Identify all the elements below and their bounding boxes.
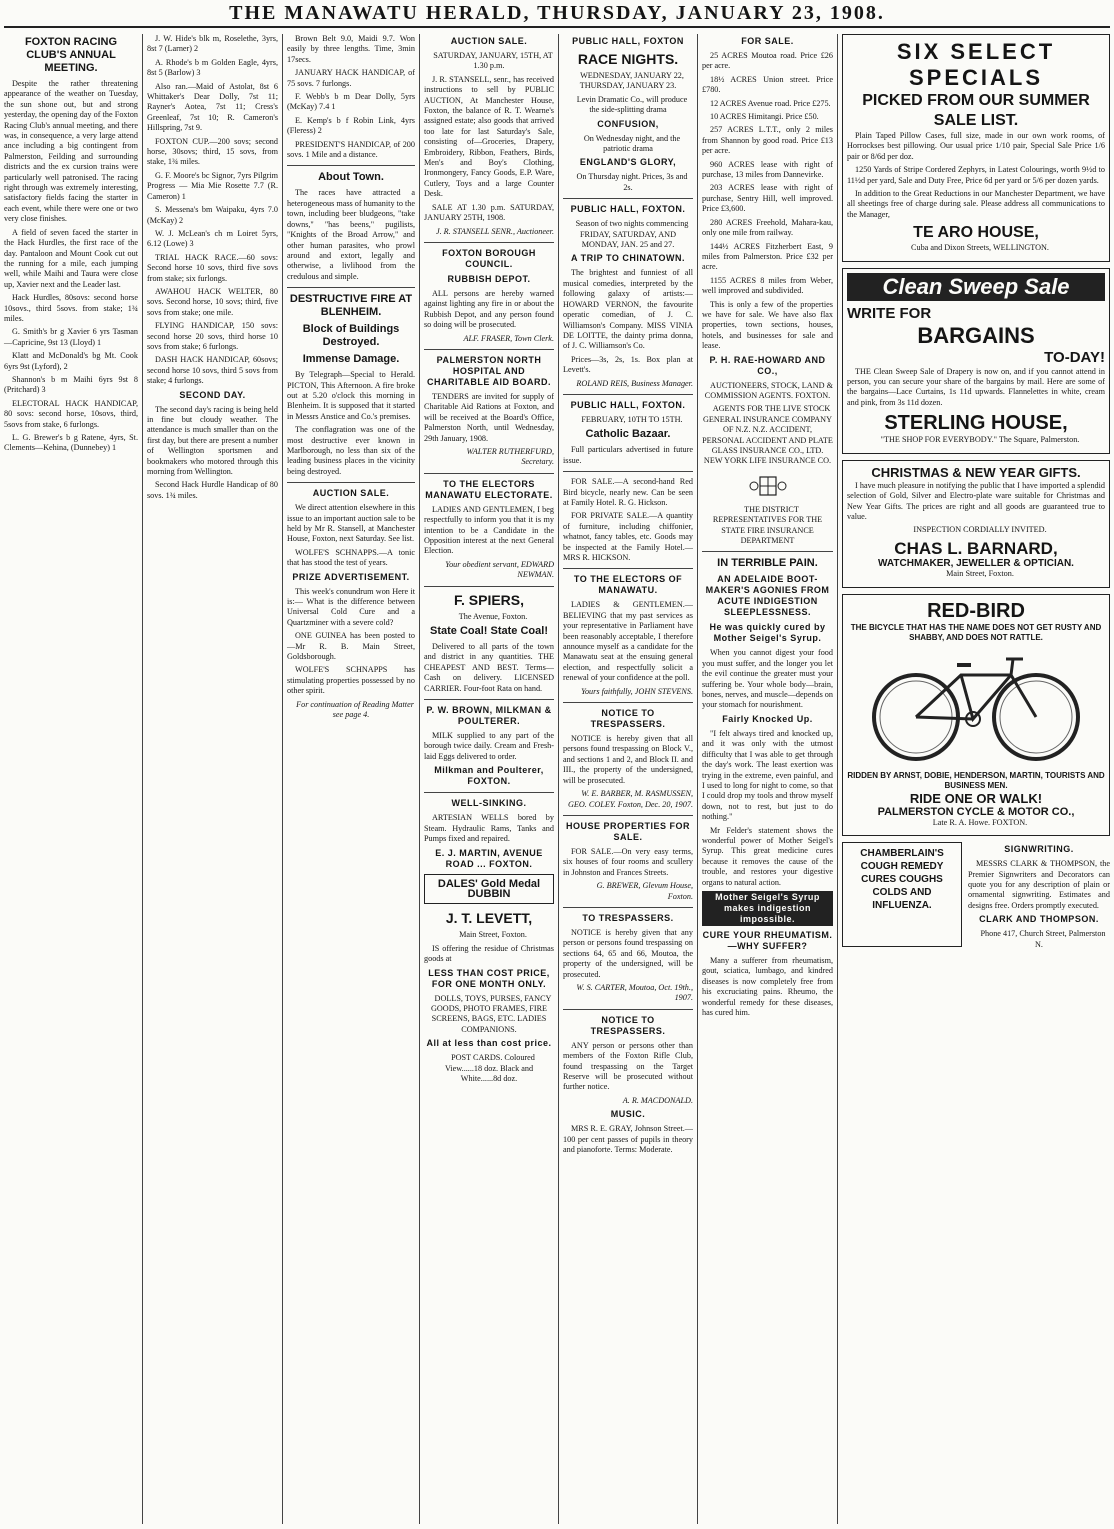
divider [424, 349, 554, 350]
race-result: W. J. McLean's ch m Loiret 5yrs, 6.12 (Lowe) 3 [147, 228, 278, 249]
property-listing: 257 ACRES L.T.T., only 2 miles from Shannon by good road. Price £13 per acre. [702, 125, 833, 156]
ad-body: The brightest and funniest of all musical comedies, interpreted by the following galaxy of artists:—HOWARD VERNON, the favourite operatic comedian, of J. C. Williamson's Company. MISS VINIA DE LOITTE, the dainty prima donna, of J. C. Williamson's Co. [563, 268, 693, 351]
section-heading: SECOND DAY. [179, 389, 246, 400]
article-paragraph: WOLFE'S SCHNAPPS.—A tonic that has stood the test of years. [287, 547, 415, 568]
barnard-ad [842, 460, 1110, 588]
ad-body: POST CARDS. Coloured View......18 doz. Black and White......8d doz. [444, 1053, 535, 1083]
ad-body: DOLLS, TOYS, PURSES, FANCY GOODS, PHOTO FRAMES, FIRE SCREENS, BAGS, ETC. LADIES COMPANIONS. [430, 993, 552, 1034]
divider [563, 471, 693, 472]
ad-body: ARTESIAN WELLS bored by Steam. Hydraulic Rams, Tanks and Pumps fixed and repaired. [424, 813, 554, 844]
race-heading: TRIAL HACK RACE.—60 sovs: Second horse 10 sovs, third five sovs from stake; six furlongs. [147, 252, 278, 283]
divider [563, 702, 693, 703]
ad-heading: RACE NIGHTS. [577, 51, 679, 67]
race-heading: PRESIDENT'S HANDICAP, of 200 sovs. 1 Mile and a distance. [287, 139, 415, 160]
ad-body: ANY person or persons other than members of the Foxton Rifle Club, found trespassing on the Target Reserve will be prosecuted without further notice. [563, 1040, 693, 1092]
ad-subheading: AUCTIONEERS, STOCK, LAND & COMMISSION AGENTS. FOXTON. [704, 380, 833, 400]
race-heading: DASH HACK HANDICAP, 60sovs; second horse 10 sovs, third 5 sovs from stake; 4 furlongs. [147, 355, 278, 386]
ad-heading: NOTICE TO TRESPASSERS. [590, 708, 666, 730]
bottom-ads [842, 842, 1110, 953]
ad-subheading: Phone 417, Church Street, Palmerston N. [980, 929, 1106, 949]
ad-subheading: Late R. A. Howe. FOXTON. [932, 817, 1028, 827]
property-listing: 1155 ACRES 8 miles from Weber, well improved and subdivided. [702, 275, 833, 296]
section-heading: PRIZE ADVERTISEMENT. [292, 571, 410, 582]
property-listing: 10 ACRES Himitangi. Price £50. [710, 112, 819, 122]
column-3 [283, 34, 420, 1524]
divider [424, 699, 554, 700]
ad-body: MESSRS CLARK & THOMPSON, the Premier Signwriters and Decorators can quote you for any description of plain or ornamental signwriting. Estimates and designs free. Orders promptly executed. [968, 859, 1110, 910]
ad-body: Main Street, Foxton. [946, 569, 1014, 579]
divider [563, 907, 693, 908]
ad-body: This is only a few of the properties we have for sale. We have also flax properties, town sections, houses, hotels, and businesses for sale and lease. [702, 299, 833, 351]
ad-signature: Your obedient servant, EDWARD NEWMAN. [445, 559, 554, 580]
ad-heading: CHAS L. BARNARD, [894, 538, 1058, 558]
divider [563, 1009, 693, 1010]
signwriting-ad [968, 842, 1110, 953]
ad-heading: P. W. BROWN, MILKMAN & POULTERER. [426, 705, 552, 727]
ad-heading: P. H. RAE-HOWARD AND CO., [709, 354, 826, 376]
ad-body: Many a sufferer from rheumatism, gout, sciatica, lumbago, and kindred diseases is now completely free from his excruciating pains. Rheumo, the wonderful remedy for these diseases, has cured him. [702, 955, 833, 1017]
divider [424, 586, 554, 587]
section-heading: About Town. [318, 171, 384, 184]
divider [424, 242, 554, 243]
ad-banner: Clean Sweep Sale [847, 273, 1105, 301]
headline: DESTRUCTIVE FIRE AT BLENHEIM. [289, 293, 413, 319]
divider [563, 394, 693, 395]
ad-body: On Thursday night. Prices, 3s and 2s. [576, 172, 688, 192]
column-4 [420, 34, 559, 1524]
ad-signature: W. E. BARBER, M. RASMUSSEN, GEO. COLEY. Foxton, Dec. 20, 1907. [567, 789, 693, 809]
ad-heading: J. T. LEVETT, [445, 910, 533, 927]
ad-heading: WRITE FOR [847, 304, 932, 322]
ad-subheading: AN ADELAIDE BOOT-MAKER'S AGONIES FROM ACUTE INDIGESTION SLEEPLESSNESS. [705, 574, 830, 618]
race-result: A. Rhode's b m Golden Eagle, 4yrs, 8st 5 (Barlow) 3 [147, 57, 278, 78]
ad-subheading: Main Street, Foxton. [459, 930, 527, 940]
ad-heading: PICKED FROM OUR SUMMER SALE LIST. [862, 92, 1090, 129]
ad-body: Season of two nights commencing FRIDAY, SATURDAY, AND MONDAY, JAN. 25 and 27. [575, 219, 689, 250]
ad-subheading: Cuba and Dixon Streets, WELLINGTON. [911, 243, 1049, 253]
race-heading: FOXTON CUP.—200 sovs; second horse, 30sovs; third, 15 sovs, from stake, 1¾ miles. [147, 136, 278, 167]
divider [563, 568, 693, 569]
property-listing: 280 ACRES Freehold, Mahara-kau, only one mile from railway. [702, 217, 833, 238]
ad-heading: BARGAINS [917, 322, 1035, 348]
race-result: F. Webb's b m Dear Dolly, 5yrs (McKay) 7.4 1 [287, 92, 415, 112]
ad-signature: Yours faithfully, JOHN STEVENS. [581, 686, 693, 696]
race-result: J. W. Hide's blk m, Roselethe, 3yrs, 8st 7 (Larner) 2 [147, 34, 278, 54]
ad-body: In addition to the Great Reductions in our Manchester Department, we have all sheetings free of charge during sale. Please address all communications to the Manager, [847, 189, 1105, 219]
ad-signature: A. R. MACDONALD. [622, 1095, 693, 1105]
property-listing: 18½ ACRES Union street. Price £780. [702, 74, 833, 95]
ad-body: FEBRUARY, 10TH TO 15TH. [581, 414, 683, 424]
ad-signature: J. R. STANSELL SENR., Auctioneer. [435, 226, 554, 236]
cough-remedy-ad [842, 842, 962, 947]
divider [563, 198, 693, 199]
continuation-note: For continuation of Reading Matter see page 4. [296, 699, 414, 720]
ad-body: ALL persons are hereby warned against lighting any fire in or about the Rubbish Depot, and any person found so doing will be prosecuted. [424, 288, 554, 330]
ad-body: J. R. STANSELL, senr., has received instructions to sell by PUBLIC AUCTION, At Manchester House, Foxton, the balance of R. T. Wearne's assigned estate; also goods that arrived too late for last Saturday's Sale, consisting of—Groceries, Drapery, Embroidery, Ribbon, Feathers, Birds, Men's and Boy's Clothing, Ironmongery, Fancy Goods, E.P. Ware, Cutlery, Toys and a large Counter Desk. [424, 74, 554, 199]
ad-heading: Catholic Bazaar. [585, 428, 671, 441]
article-paragraph: A field of seven faced the starter in the Hack Hurdles, the first race of the day. Pantaloon and Mount Cook cut out the running for a mile, each jumping well, while Maihi and Taura were close up, Xavier next and the Leader last. [4, 227, 138, 289]
ad-heading: CHAMBERLAIN'S COUGH REMEDY CURES COUGHS COLDS AND INFLUENZA. [860, 848, 944, 912]
ad-date: SATURDAY, JANUARY, 15TH, AT 1.30 p.m. [433, 51, 553, 71]
red-bird-ad [842, 594, 1110, 837]
ad-heading: AUCTION SALE. [450, 36, 528, 46]
column-6 [698, 34, 838, 1524]
ad-heading: CLARK AND THOMPSON. [979, 914, 1099, 925]
race-heading: ELECTORAL HACK HANDICAP, 80 sovs: second horse, 10sovs, third, 5sovs from stake, 6 furlongs. [4, 398, 138, 429]
ad-heading: TO THE ELECTORS MANAWATU ELECTORATE. [425, 478, 553, 500]
ad-heading: PUBLIC HALL, FOXTON. [570, 204, 686, 215]
article-title: FOXTON RACING CLUB'S ANNUAL MEETING. [24, 36, 118, 74]
property-listing: 203 ACRES lease with right of purchase, Sentry Hill, well improved. Price £3,600. [702, 183, 833, 214]
ad-body: Prices—3s, 2s, 1s. Box plan at Levett's. [563, 354, 693, 375]
ad-heading: TO TRESPASSERS. [582, 912, 674, 923]
race-heading: Hack Hurdles, 80sovs: second horse 10sovs., third 5sovs. from stake; 1¾ miles. [4, 293, 138, 323]
ad-body: Levin Dramatic Co., will produce the side-splitting drama [576, 94, 688, 115]
article-paragraph: The conflagration was one of the most destructive ever known in Marlborough, no less than six of the leading business places in the vicinity being destroyed. [287, 425, 415, 476]
property-listing: 144½ ACRES Fitzherbert East, 9 miles from Palmerston. Price £32 per acre. [702, 241, 833, 272]
divider [424, 473, 554, 474]
ad-heading: FOXTON BOROUGH COUNCIL. [442, 247, 536, 269]
article-paragraph: By Telegraph—Special to Herald. PICTON, This Afternoon. A fire broke out at 5.20 o'clock this morning in Blenheim. It is supposed that it started in Messrs Anstice and Co.'s premises. [287, 370, 415, 421]
divider [424, 792, 554, 793]
ad-banner: Mother Seigel's Syrup makes indigestion impossible. [702, 891, 833, 926]
ad-heading: MUSIC. [610, 1109, 646, 1120]
ad-body: LADIES & GENTLEMEN.— BELIEVING that my past services as your representative in Parliament have been reasonably acceptable, I therefore announce myself as a candidate for the Manawatu seat at the ensuing general election, and respectfully solicit a renewal of your confidence at the poll. [563, 600, 693, 683]
ad-heading: TO THE ELECTORS OF MANAWATU. [573, 574, 683, 596]
column-1 [0, 34, 143, 1524]
ad-subheading: RIDDEN BY ARNST, DOBIE, HENDERSON, MARTIN, TOURISTS AND BUSINESS MEN. [847, 770, 1105, 790]
subheadline: Immense Damage. [302, 353, 400, 366]
article-paragraph: This week's conundrum won Here it is:— What is the difference between Universal Cold Cure and a Quartzminer with a severe cold? [287, 586, 415, 627]
race-result: Shannon's b m Maihi 6yrs 9st 8 (Pritchard) 3 [4, 374, 138, 395]
ad-body: When you cannot digest your food you must suffer, and the longer you let the evil continue the greater must your suffering be. Your whole body—brain, bones, nerves, and muscle—depends on your stomach for nourishment. [702, 648, 833, 710]
ad-subheading: "THE SHOP FOR EVERYBODY." The Square, Palmerston. [880, 435, 1080, 445]
ad-heading: IN TERRIBLE PAIN. [717, 557, 818, 570]
section-heading: AUCTION SALE. [312, 488, 390, 499]
race-result: G. Smith's br g Xavier 6 yrs Tasman—Capricine, 9st 13 (Lloyd) 1 [4, 327, 138, 347]
ad-heading: RUBBISH DEPOT. [447, 273, 531, 284]
ad-heading: HOUSE PROPERTIES FOR SALE. [565, 820, 691, 842]
property-listing: 12 ACRES Avenue road. Price £275. [710, 98, 831, 108]
ad-signature: G. BREWER, Glevum House, Foxton. [596, 881, 693, 901]
property-listing: 25 ACRES Moutoa road. Price £26 per acre. [702, 51, 833, 71]
ad-heading: SIGNWRITING. [1004, 844, 1074, 855]
race-result: G. F. Moore's bc Signor, 7yrs Pilgrim Progress — Mia Mie Rosette 7.7 (R. Cameron) 1 [147, 170, 278, 201]
ad-heading: F. SPIERS, [453, 591, 525, 608]
divider [563, 815, 693, 816]
ad-body: AGENTS FOR THE LIVE STOCK GENERAL INSURANCE COMPANY OF N.Z. N.Z. ACCIDENT, PERSONAL ACCIDENT AND PLATE GLASS INSURANCE CO., LTD. NEW YORK LIFE INSURANCE CO. [702, 404, 833, 466]
divider [702, 551, 833, 552]
ad-heading: PUBLIC HALL, FOXTON [572, 36, 684, 46]
ad-signature: W. S. CARTER, Moutoa, Oct. 19th., 1907. [576, 982, 693, 1003]
ad-heading: Milkman and Poulterer, FOXTON. [434, 765, 544, 787]
article-paragraph: WOLFE'S SCHNAPPS has stimulating properties possessed by no other spirit. [287, 665, 415, 696]
ad-subheading: WATCHMAKER, JEWELLER & OPTICIAN. [878, 557, 1074, 569]
ad-body: MILK supplied to any part of the borough twice daily. Cream and Fresh-laid Eggs delivered to order. [424, 731, 554, 761]
subheadline: Block of Buildings Destroyed. [302, 323, 400, 349]
ad-heading: RED-BIRD [927, 599, 1025, 622]
property-listing: 960 ACRES lease with right of purchase, 13 miles from Dannevirke. [702, 159, 833, 180]
ad-heading: CHRISTMAS & NEW YEAR GIFTS. [871, 464, 1081, 480]
divider [287, 165, 415, 166]
masthead: THE MANAWATU HERALD, THURSDAY, JANUARY 23, 1908. [229, 2, 885, 24]
ad-heading: FOR SALE. [741, 36, 794, 46]
ad-heading: PALMERSTON CYCLE & MOTOR CO., [877, 806, 1075, 819]
divider [287, 287, 415, 288]
ad-body: Full particulars advertised in future issue. [563, 445, 693, 465]
ad-body: INSPECTION CORDIALLY INVITED. [913, 525, 1047, 535]
ad-signature: ALF. FRASER, Town Clerk. [463, 333, 554, 343]
race-result: E. Kemp's b f Robin Link, 4yrs (Fleress) 2 [287, 115, 415, 136]
ad-heading: STERLING HOUSE, [884, 412, 1068, 435]
ad-body: FOR PRIVATE SALE.—A quantity of furniture, including chiffonier, whatnot, fancy tables, etc. Goods may be inspected at the Family Hotel.—MRS R. HICKSON. [563, 511, 693, 562]
ad-heading: DALES' Gold Medal DUBBIN [437, 877, 541, 900]
race-result: Also ran.—Maid of Astolat, 8st 6 Whittaker's Dear Dolly, 7st 11; Rayner's Aotea, 7st 11; Cress's Greenleaf, 7st 10; R. Cameron's Hillspring, 7st 9. [147, 81, 278, 133]
column-2 [143, 34, 283, 1524]
masthead-rule [4, 26, 1110, 28]
ad-body: MRS R. E. GRAY, Johnson Street.—100 per cent passes of pupils in theory and pianoforte. Terms: Moderate. [563, 1124, 693, 1155]
ad-body: NOTICE is hereby given that all persons found trespassing on Block V., and sections 1 and 2, and Block II. and III., the property of the undersigned, will be prosecuted. [563, 734, 693, 785]
ad-heading: CURE YOUR RHEUMATISM.—WHY SUFFER? [702, 929, 833, 951]
ad-heading: ENGLAND'S GLORY, [579, 157, 677, 168]
column-7 [838, 34, 1114, 1524]
race-heading: Second Hack Hurdle Handicap of 80 sovs. 1¾ miles. [147, 480, 278, 500]
ad-subheading: Fairly Knocked Up. [722, 713, 813, 724]
article-paragraph: ONE GUINEA has been posted to—Mr R. B. Main Street, Goldsborough. [287, 631, 415, 662]
ad-body: I have much pleasure in notifying the public that I have imported a splendid selection of Gold, Silver and Electro-plate ware suitable for Christmas and New Year Gifts. The prices are right and all goods are guaranteed true to value. [847, 480, 1105, 521]
race-result: Klatt and McDonald's bg Mt. Cook 6yrs 9st (Lyford), 2 [4, 351, 138, 371]
ad-body: Mr Felder's statement shows the wonderful power of Mother Seigel's Syrup. This great medicine cures because it removes the cause of the trouble, and restores your digestive organs to natural action. [702, 825, 833, 887]
ad-heading: E. J. MARTIN, AVENUE ROAD ... FOXTON. [435, 847, 543, 869]
ad-heading: LESS THAN COST PRICE, FOR ONE MONTH ONLY. [428, 967, 550, 989]
ad-body: On Wednesday night, and the patriotic drama [583, 133, 681, 154]
race-heading: JANUARY HACK HANDICAP, of 75 sovs. 7 furlongs. [287, 68, 415, 88]
ad-body: Delivered to all parts of the town and district in any quantities. THE CHEAPEST AND BEST. Terms—Cash on delivery. LICENSED CARRIER. Four-foot Rata on hand. [424, 642, 554, 693]
article-paragraph: The races have attracted a heterogeneous mass of humanity to the town, including beer bludgeons, "take downs," "has beens," pugilists, "Knights of the Broad Arrow," and other human parasites, who prowl around and extort, legally and otherwise, a livlihood from the credulous and simple. [287, 188, 416, 281]
ad-heading: PUBLIC HALL, FOXTON. [570, 399, 686, 410]
ad-subheading: He was quickly cured by Mother Seigel's Syrup. [709, 622, 826, 644]
article-paragraph: The second day's racing is being held in fine but cloudy weather. The attendance is much smaller than on the first day, but there are present a number of Wellington sportsmen and bookmakers who motored through this morning from Wellington. [147, 404, 278, 477]
ad-body: THE DISTRICT REPRESENTATIVES FOR THE STATE FIRE INSURANCE DEPARTMENT [712, 504, 823, 546]
ad-body: LADIES AND GENTLEMEN, I beg respectfully to inform you that it is my intention to be a Candidate in the Opposition interest at the next General Election. [424, 504, 554, 556]
ad-subheading: The Avenue, Foxton. [458, 611, 528, 621]
ad-body: 1250 Yards of Stripe Cordered Zephyrs, in Latest Colourings, worth 9½d to 11½d per yard, Sale and Duty Free, Price 6d per yard or 5/6 per dozen yards. [847, 165, 1105, 185]
bicycle-icon [861, 647, 1091, 767]
ad-heading: RIDE ONE OR WALK! [909, 791, 1043, 807]
ad-heading: SIX SELECT SPECIALS [896, 39, 1056, 90]
ad-heading: NOTICE TO TRESPASSERS. [590, 1014, 666, 1036]
ad-heading: CONFUSION, [597, 118, 659, 129]
divider [287, 482, 415, 483]
article-paragraph: We direct attention elsewhere in this issue to an important auction sale to be held by Mr R. Stansell, at Manchester House, Foxton, next Saturday. See list. [287, 503, 415, 544]
ad-heading: A TRIP TO CHINATOWN. [570, 253, 685, 264]
article-paragraph: Despite the rather threatening appearance of the weather on Tuesday, the sun shone out, but and strong yesterday, the opening day of the Foxton Racing Club's annual meeting, and there was, in consequence, a very large attend ance including a big contingent from Palmerston, Feilding and surrounding districts and the ex cursion trains were particularly well patronised. The racing right through was extremely interesting, satisfactory fields facing the starter in each event, while there were one or two very close finishes. [4, 79, 138, 224]
race-heading: FLYING HANDICAP, 150 sovs: second horse 20 sovs, third horse 10 sovs from stake; 6 furlongs. [147, 321, 278, 351]
ad-heading: State Coal! State Coal! [430, 625, 548, 638]
clean-sweep-ad [842, 268, 1110, 454]
ad-subheading: THE BICYCLE THAT HAS THE NAME DOES NOT GET RUSTY AND SHABBY, AND DOES NOT RATTLE. [850, 622, 1102, 642]
dubbin-ad [424, 874, 554, 905]
ad-body: IS offering the residue of Christmas goods at [424, 943, 554, 964]
race-result: S. Messena's bm Waipaku, 4yrs 7.0 (McKay) 2 [147, 205, 278, 225]
ad-body: FOR SALE.—A second-hand Red Bird bicycle, nearly new. Can be seen at Family Hotel. R. G. Hickson. [563, 477, 693, 507]
ad-body: WEDNESDAY, JANUARY 22, THURSDAY, JANUARY 23. [579, 71, 684, 91]
ad-body: THE Clean Sweep Sale of Drapery is now on, and if you cannot attend in person, you can secure your share of the bargains by mail. Here are some of the bargains—Lace Curtains, 1s 11d upwards. Flannelettes in white, cream and pink, from 3s 11d dozen. [847, 366, 1105, 407]
ad-body: TENDERS are invited for supply of Charitable Aid Rations at Foxton, and will be received at the Board's Office, Palmerston North, until Wednesday, 29th January, 1908. [424, 391, 554, 443]
ad-heading: WELL-SINKING. [451, 798, 527, 809]
coat-of-arms-icon [748, 471, 788, 501]
ad-signature: WALTER RUTHERFURD, Secretary. [466, 446, 554, 467]
ad-heading: TE ARO HOUSE, [913, 224, 1039, 242]
ad-body: Plain Taped Pillow Cases, full size, made in our own work rooms, of Horrockses best pillowing. Our usual price 1/10 pair, Special Sale Price 1/6 pair or 8/6d per doz. [847, 131, 1105, 161]
ad-heading: PALMERSTON NORTH HOSPITAL AND CHARITABLE AID BOARD. [427, 354, 551, 387]
ad-body: SALE AT 1.30 p.m. SATURDAY, JANUARY 25TH, 1908. [424, 202, 554, 223]
te-aro-ad [842, 34, 1110, 262]
column-5 [559, 34, 698, 1524]
ad-heading: TO-DAY! [1044, 348, 1105, 366]
ad-signature: ROLAND REIS, Business Manager. [576, 378, 693, 388]
ad-heading: All at less than cost price. [426, 1038, 552, 1049]
race-heading: AWAHOU HACK WELTER, 80 sovs. Second horse, 10 sovs; third, five sovs from stake; one mile. [147, 286, 278, 317]
ad-body: FOR SALE.—On very easy terms, six houses of four rooms and scullery in Johnston and Frances Streets. [563, 846, 693, 877]
ad-body: "I felt always tired and knocked up, and it was only with the utmost difficulty that I was able to get through the day's work. The least exertion was trying in the extreme, even painful, and I used to long for night to come, so that I could drop my tools and throw myself down, not to rest, but just to do nothing." [702, 728, 833, 822]
race-result: Brown Belt 9.0, Maidi 9.7. Won easily by three lengths. Time, 3min 17secs. [287, 34, 415, 64]
ad-body: NOTICE is hereby given that any person or persons found trespassing on sections 64, 65 and 66, Moutoa, the property of the undersigned, will be prosecuted. [563, 927, 693, 979]
race-result: L. G. Brewer's b g Ratene, 4yrs, St. Clements—Kehina, (Dunnebey) 1 [4, 433, 138, 453]
